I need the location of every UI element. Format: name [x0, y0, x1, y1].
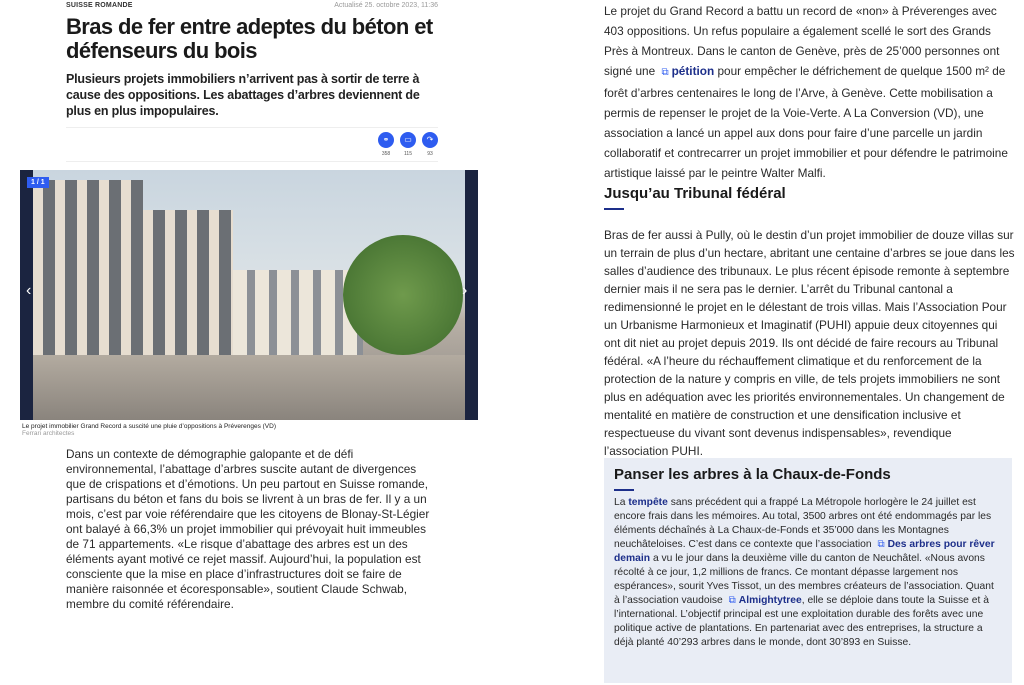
comment-icon: ▭: [400, 132, 416, 148]
section-heading: Jusqu’au Tribunal fédéral: [604, 185, 786, 202]
comment-count: 115: [404, 151, 412, 157]
text: sans précédent qui a frappé La Métropole horlogère le 24 juillet est encore frais dans les mémoires. Au total, 3500 arbres ont été endommagés par les éléments déchaînés à La Chaux-de-Fonds et 35’000 dans les Montagnes neuchâteloises. C’est dans ce contexte que l’association: [614, 497, 992, 550]
des-arbres-link[interactable]: Des arbres pour rêver demain: [614, 539, 995, 564]
share-link-icon: ⚭: [378, 132, 394, 148]
gallery-image[interactable]: [20, 170, 478, 420]
almightytree-link[interactable]: Almightytree: [738, 595, 802, 606]
share-icon: ↷: [422, 132, 438, 148]
architecture-rendering: [33, 170, 468, 420]
paragraph: Bras de fer aussi à Pully, où le destin d’un projet immobilier de douze villas sur un terrain de plus d’un hectare, abritant une centaine d’arbres se joue dans les salles d’audience des tribunaux. Le plus récent épisode remonte à septembre dernier mais il ne sera pas le dernier. L’arrêt du Tribunal cantonal a redimensionné le projet en le délestant de trois villas. Mais l’Association Pour un Urbanisme Harmonieux et Imaginatif (PUHI) appuie deux citoyennes qui ont dit niet au projet depuis 2019. Ils ont décidé de faire recours au Tribunal fédéral. «A l’heure du réchauffement climatique et du renforcement de la protection de la nature y compris en ville, de tels projets immobiliers ne sont plus en adéquation avec les priorités environnementales. Un changement de mentalité en matière de construction et une densification inclusive et respectueuse du vivant sont devenus indispensables», revendique l’association PUHI.: [604, 228, 1015, 458]
meta-row: [66, 0, 438, 9]
share-count: 93: [427, 151, 433, 157]
tempete-link[interactable]: tempête: [628, 497, 668, 508]
gallery-next-arrow-icon[interactable]: ›: [462, 282, 468, 299]
comment-button[interactable]: [400, 132, 416, 157]
text: , elle se déploie dans toute la Suisse et à l’international. L’objectif principal est une exploitation durable des forêts avec une politique active de plantations. En partenariat avec des entreprises, la structure a déjà planté 40’293 arbres dans le monde, dont 30’893 en Suisse.: [614, 595, 989, 648]
paragraph-text: pour empêcher le défrichement de quelque 1500 m² de forêt d’arbres centenaires le long de l’Arve, à Genève. Cette mobilisation a permis de repenser le projet de la Voie-Verte. A La Conversion (VD), une association a lancé un appel aux dons pour faire d’une parcelle un jardin collaboratif et contrecarrer un projet immobilier et pour défendre le patrimoine artistique laissé par le peintre Walter Malfi.: [604, 64, 1008, 180]
section-rubric[interactable]: SUISSE ROMANDE: [66, 2, 133, 9]
gallery-prev-arrow-icon[interactable]: ‹: [26, 282, 32, 299]
paragraph-text: Le projet du Grand Record a battu un record de «non» à Préverenges avec 403 oppositions. Un refus populaire a également scellé le sort des Grands Près à Montreux. Dans le canton de Genève, près de 25’000 personnes ont signé une: [604, 4, 1000, 78]
article-title: Bras de fer entre adeptes du béton et défenseurs du bois: [66, 14, 433, 63]
external-link-icon: ⧉: [728, 595, 736, 606]
external-link-icon: ⧉: [661, 67, 669, 78]
text: La: [614, 497, 626, 508]
paragraph: [604, 1, 1014, 183]
left-column: [20, 0, 478, 612]
article-header: [66, 0, 438, 162]
petition-link[interactable]: pétition: [671, 64, 715, 78]
box-text: [614, 496, 1002, 650]
info-box: [604, 458, 1012, 683]
image-caption: Le projet immobilier Grand Record a suscité une pluie d’oppositions à Préverenges (VD): [22, 423, 276, 430]
share-link-button[interactable]: [378, 132, 394, 157]
gallery-counter: 1 / 1: [27, 177, 49, 188]
updated-date: Actualisé 25. octobre 2023, 11:36: [334, 2, 438, 9]
article-actions: [66, 128, 438, 161]
share-button[interactable]: [422, 132, 438, 157]
external-link-icon: ⧉: [877, 539, 885, 550]
text: a vu le jour dans la deuxième ville du canton de Neuchâtel. «Nous avons récolté à ce jour, 1,2 millions de francs. Ce montant dépasse largement nos espérances», sourit Yves Tissot, un des membres créateurs de l’association. Quant à l’association vaudoise: [614, 553, 994, 606]
paragraph: Dans un contexte de démographie galopante et de défi environnemental, l’abattage d’arbres suscite autant de divergences que de crispations et d’émotions. Un peu partout en Suisse romande, partisans du béton et fans du bois se livrent à un bras de fer. Il y a un mois, c’est par voie référendaire que les citoyens de Blonay-St-Légier ont balayé à 66,3% un projet immobilier qui prévoyait huit immeubles de 71 appartements. «Le risque d’abattage des arbres est un des éléments ayant motivé ce rejet massif. Aujourd’hui, la population est consciente que la mise en place d’infrastructures doit se faire de manière raisonnée et écoresponsable», soutient Claude Schwab, membre du comité référendaire.: [66, 447, 430, 611]
image-credit: Ferrari architectes: [22, 430, 75, 437]
share-link-count: 358: [381, 151, 391, 157]
article-lead: Plusieurs projets immobiliers n’arrivent pas à sortir de terre à cause des oppositions. Les abattages d’arbres deviennent de plus en plus impopulaires.: [66, 72, 420, 118]
box-heading: Panser les arbres à la Chaux-de-Fonds: [614, 466, 891, 483]
divider: [66, 161, 438, 162]
heading-underline: [604, 208, 624, 210]
heading-underline: [614, 489, 634, 491]
